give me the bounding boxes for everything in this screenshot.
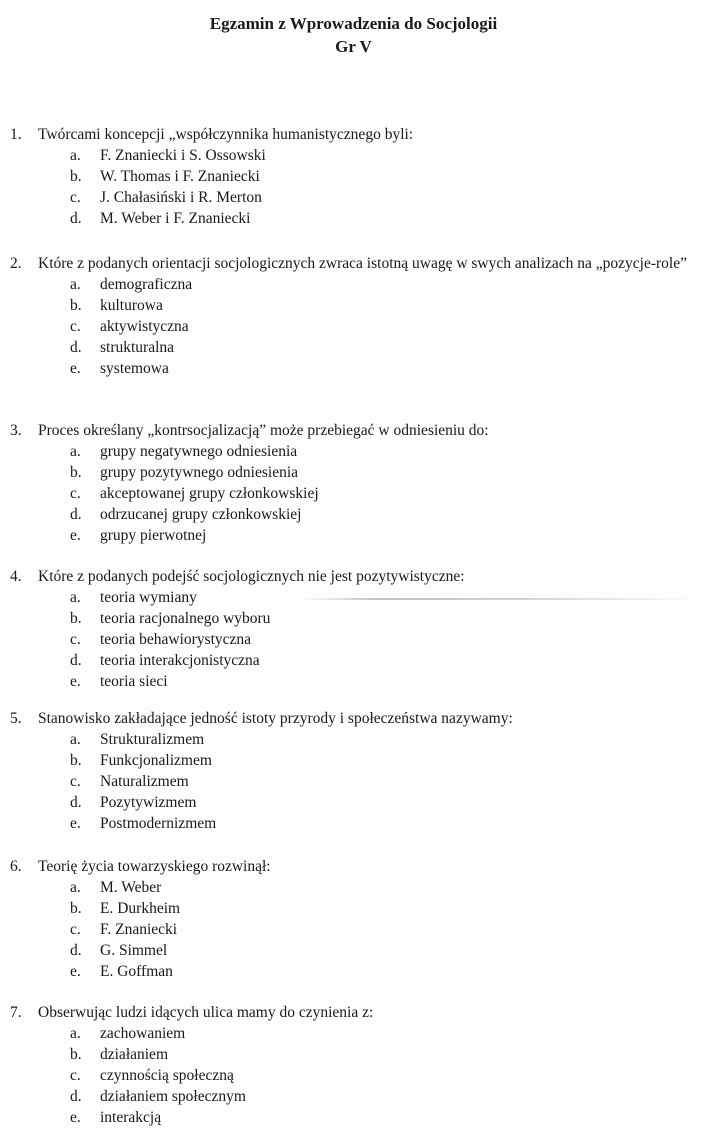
option-text: E. Goffman <box>100 963 173 980</box>
option-text: grupy negatywnego odniesienia <box>100 443 298 460</box>
answer-option <box>70 750 700 771</box>
answer-option <box>70 919 700 940</box>
option-text: czynnością społeczną <box>100 1067 234 1084</box>
question-4 <box>10 566 700 692</box>
option-letter: b. <box>70 168 82 185</box>
answer-option <box>70 1044 700 1065</box>
option-letter: a. <box>70 276 81 293</box>
answer-option <box>70 1086 700 1107</box>
answer-option <box>70 771 700 792</box>
option-letter: d. <box>70 1088 82 1105</box>
option-text: interakcją <box>100 1109 162 1126</box>
option-text: Funkcjonalizmem <box>100 752 212 769</box>
exam-group: Gr V <box>335 37 372 56</box>
answer-option <box>70 1107 700 1128</box>
option-text: teoria racjonalnego wyboru <box>100 610 271 627</box>
question-line <box>10 253 700 274</box>
answer-option <box>70 274 700 295</box>
option-text: J. Chałasiński i R. Merton <box>100 189 262 206</box>
option-letter: e. <box>70 963 81 980</box>
answer-option <box>70 650 700 671</box>
option-letter: e. <box>70 1109 81 1126</box>
question-text: Teorię życia towarzyskiego rozwinął: <box>38 858 271 875</box>
option-text: demograficzna <box>100 276 193 293</box>
option-text: akceptowanej grupy członkowskiej <box>100 485 319 502</box>
answer-option <box>70 877 700 898</box>
option-letter: a. <box>70 731 81 748</box>
option-text: Strukturalizmem <box>100 731 205 748</box>
option-text: odrzucanej grupy członkowskiej <box>100 506 302 523</box>
answer-option <box>70 187 700 208</box>
answer-option <box>70 504 700 525</box>
question-text: Proces określany „kontrsocjalizacją” może przebiegać w odniesieniu do: <box>38 422 489 439</box>
answer-option <box>70 483 700 504</box>
option-letter: b. <box>70 752 82 769</box>
question-number: 1. <box>10 126 22 143</box>
option-letter: e. <box>70 360 81 377</box>
option-letter: c. <box>70 1067 81 1084</box>
option-text: działaniem społecznym <box>100 1088 246 1105</box>
option-letter: a. <box>70 443 81 460</box>
answer-option <box>70 898 700 919</box>
option-letter: b. <box>70 1046 82 1063</box>
option-letter: a. <box>70 147 81 164</box>
question-text: Obserwując ludzi idących ulica mamy do czynienia z: <box>38 1004 374 1021</box>
question-line <box>10 1002 700 1023</box>
question-line <box>10 708 700 729</box>
option-text: F. Znaniecki <box>100 921 178 938</box>
option-letter: a. <box>70 879 81 896</box>
option-letter: a. <box>70 1025 81 1042</box>
option-text: G. Simmel <box>100 942 168 959</box>
option-letter: d. <box>70 794 82 811</box>
answer-option <box>70 608 700 629</box>
option-letter: c. <box>70 485 81 502</box>
question-text: Które z podanych orientacji socjologicznych zwraca istotną uwagę w swych analizach na „pozycje-role” <box>38 255 687 272</box>
question-5 <box>10 708 700 834</box>
answer-option <box>70 295 700 316</box>
option-letter: d. <box>70 339 82 356</box>
question-number: 2. <box>10 255 22 272</box>
option-text: zachowaniem <box>100 1025 186 1042</box>
option-text: F. Znaniecki i S. Ossowski <box>100 147 266 164</box>
question-number: 4. <box>10 568 22 585</box>
answer-option <box>70 462 700 483</box>
question-line <box>10 566 700 587</box>
answer-option <box>70 629 700 650</box>
answer-option <box>70 729 700 750</box>
option-text: teoria behawiorystyczna <box>100 631 252 648</box>
question-line <box>10 124 700 145</box>
option-text: Pozytywizmem <box>100 794 197 811</box>
answer-option <box>70 1065 700 1086</box>
question-number: 6. <box>10 858 22 875</box>
option-text: teoria wymiany <box>100 589 197 606</box>
option-letter: c. <box>70 921 81 938</box>
option-text: Postmodernizmem <box>100 815 217 832</box>
answer-option <box>70 358 700 379</box>
option-text: aktywistyczna <box>100 318 189 335</box>
question-line <box>10 856 700 877</box>
option-text: E. Durkheim <box>100 900 181 917</box>
option-letter: c. <box>70 189 81 206</box>
option-text: M. Weber <box>100 879 162 896</box>
option-letter: d. <box>70 506 82 523</box>
option-letter: e. <box>70 815 81 832</box>
option-letter: d. <box>70 652 82 669</box>
question-3 <box>10 420 700 546</box>
option-letter: a. <box>70 589 81 606</box>
option-text: teoria interakcjonistyczna <box>100 652 260 669</box>
answer-option <box>70 316 700 337</box>
option-text: grupy pozytywnego odniesienia <box>100 464 299 481</box>
option-text: działaniem <box>100 1046 168 1063</box>
question-text: Stanowisko zakładające jedność istoty przyrody i społeczeństwa nazywamy: <box>38 710 513 727</box>
answer-option <box>70 145 700 166</box>
option-letter: b. <box>70 610 82 627</box>
answer-option <box>70 940 700 961</box>
question-1 <box>10 124 700 229</box>
answer-option <box>70 813 700 834</box>
answer-option <box>70 1023 700 1044</box>
question-7 <box>10 1002 700 1128</box>
question-number: 3. <box>10 422 22 439</box>
question-6 <box>10 856 700 982</box>
answer-option <box>70 208 700 229</box>
question-text: Które z podanych podejść socjologicznych nie jest pozytywistyczne: <box>38 568 465 585</box>
option-letter: b. <box>70 297 82 314</box>
exam-title: Egzamin z Wprowadzenia do Socjologii <box>209 14 498 33</box>
question-line <box>10 420 700 441</box>
question-2 <box>10 253 700 379</box>
option-letter: d. <box>70 942 82 959</box>
question-text: Twórcami koncepcji „współczynnika humanistycznego byli: <box>38 126 414 143</box>
option-text: Naturalizmem <box>100 773 189 790</box>
answer-option <box>70 441 700 462</box>
option-text: kulturowa <box>100 297 163 314</box>
answer-option <box>70 525 700 546</box>
option-text: grupy pierwotnej <box>100 527 207 544</box>
option-letter: e. <box>70 673 81 690</box>
option-letter: d. <box>70 210 82 227</box>
question-number: 7. <box>10 1004 22 1021</box>
answer-option <box>70 792 700 813</box>
option-letter: c. <box>70 318 81 335</box>
option-text: W. Thomas i F. Znaniecki <box>100 168 260 185</box>
option-letter: b. <box>70 900 82 917</box>
option-text: strukturalna <box>100 339 175 356</box>
option-text: teoria sieci <box>100 673 168 690</box>
answer-option <box>70 671 700 692</box>
option-letter: b. <box>70 464 82 481</box>
answer-option <box>70 337 700 358</box>
option-text: systemowa <box>100 360 169 377</box>
option-letter: c. <box>70 631 81 648</box>
option-letter: e. <box>70 527 81 544</box>
answer-option <box>70 961 700 982</box>
answer-option <box>70 166 700 187</box>
question-number: 5. <box>10 710 22 727</box>
option-letter: c. <box>70 773 81 790</box>
option-text: M. Weber i F. Znaniecki <box>100 210 251 227</box>
answer-option <box>70 587 700 608</box>
